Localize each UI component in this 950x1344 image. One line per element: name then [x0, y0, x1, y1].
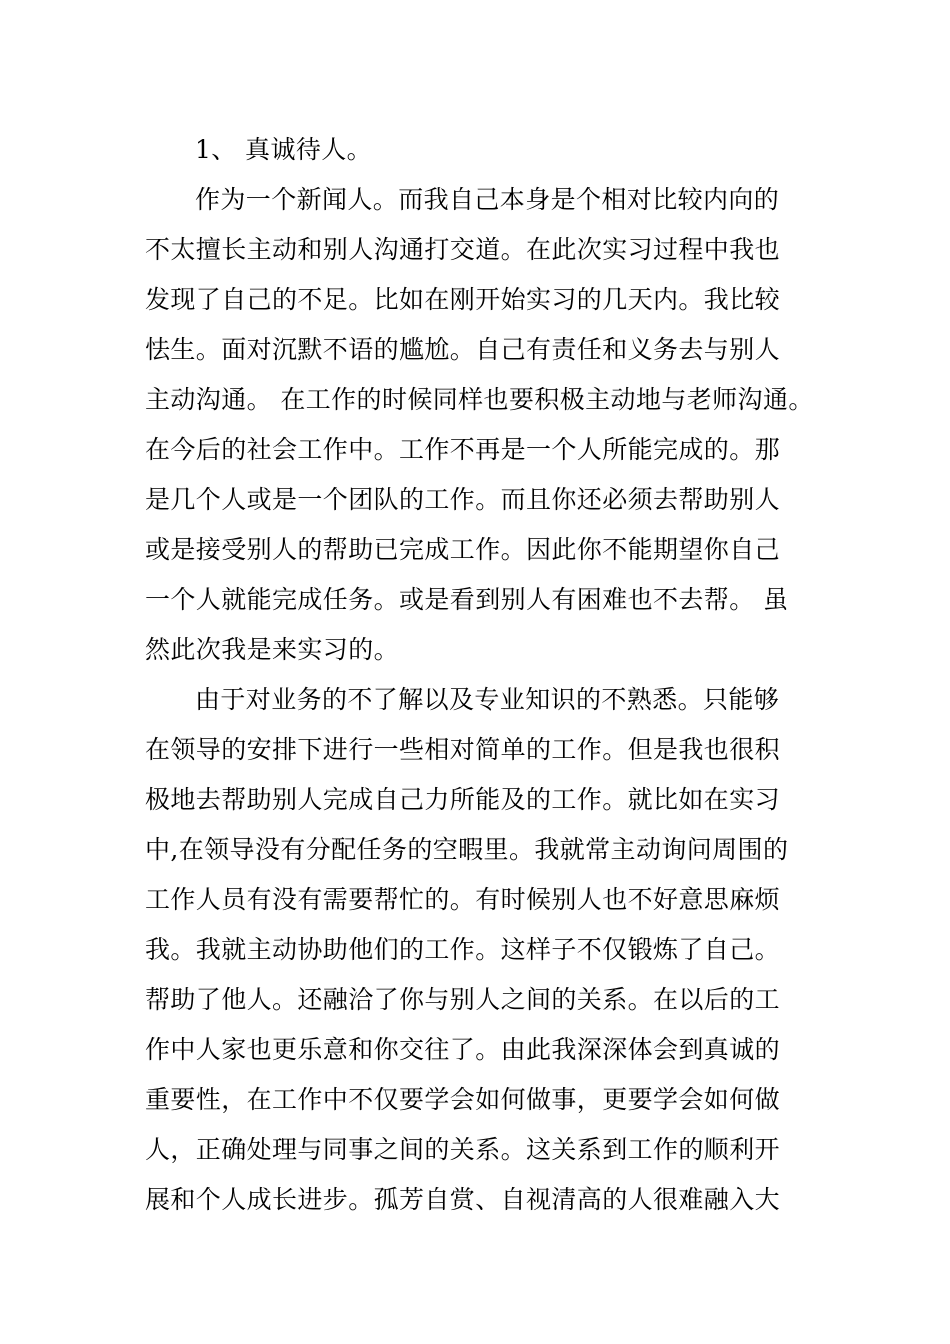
paragraph-line: 作为一个新闻人。而我自己本身是个相对比较内向的 [195, 185, 780, 214]
paragraph-line: 极地去帮助别人完成自己力所能及的工作。就比如在实习 [145, 785, 781, 814]
paragraph-line: 或是接受别人的帮助已完成工作。因此你不能期望你自己 [145, 535, 781, 564]
paragraph-line: 展和个人成长进步。孤芳自赏、自视清高的人很难融入大 [145, 1185, 781, 1214]
paragraph-line: 由于对业务的不了解以及专业知识的不熟悉。只能够 [195, 685, 780, 714]
paragraph-line: 重要性，在工作中不仅要学会如何做事，更要学会如何做 [145, 1085, 781, 1114]
paragraph-line: 然此次我是来实习的。 [145, 635, 400, 664]
paragraph-line: 帮助了他人。还融洽了你与别人之间的关系。在以后的工 [145, 985, 781, 1014]
paragraph-line: 作中人家也更乐意和你交往了。由此我深深体会到真诚的 [145, 1035, 781, 1064]
paragraph-line: 我。我就主动协助他们的工作。这样子不仅锻炼了自己。 [145, 935, 781, 964]
paragraph-line: 不太擅长主动和别人沟通打交道。在此次实习过程中我也 [145, 235, 781, 264]
section-heading: 1、 真诚待人。 [195, 135, 373, 164]
paragraph-line: 怯生。面对沉默不语的尴尬。自己有责任和义务去与别人 [145, 335, 781, 364]
paragraph-line: 中,在领导没有分配任务的空暇里。我就常主动询问周围的 [145, 835, 789, 864]
paragraph-line: 发现了自己的不足。比如在刚开始实习的几天内。我比较 [145, 285, 781, 314]
paragraph-line: 是几个人或是一个团队的工作。而且你还必须去帮助别人 [145, 485, 781, 514]
paragraph-line: 主动沟通。 在工作的时候同样也要积极主动地与老师沟通。 [145, 385, 814, 414]
paragraph-line: 在领导的安排下进行一些相对简单的工作。但是我也很积 [145, 735, 781, 764]
paragraph-line: 一个人就能完成任务。或是看到别人有困难也不去帮。 虽 [145, 585, 789, 614]
paragraph-line: 工作人员有没有需要帮忙的。有时候别人也不好意思麻烦 [145, 885, 781, 914]
paragraph-line: 人，正确处理与同事之间的关系。这关系到工作的顺利开 [145, 1135, 781, 1164]
paragraph-line: 在今后的社会工作中。工作不再是一个人所能完成的。那 [145, 435, 781, 464]
